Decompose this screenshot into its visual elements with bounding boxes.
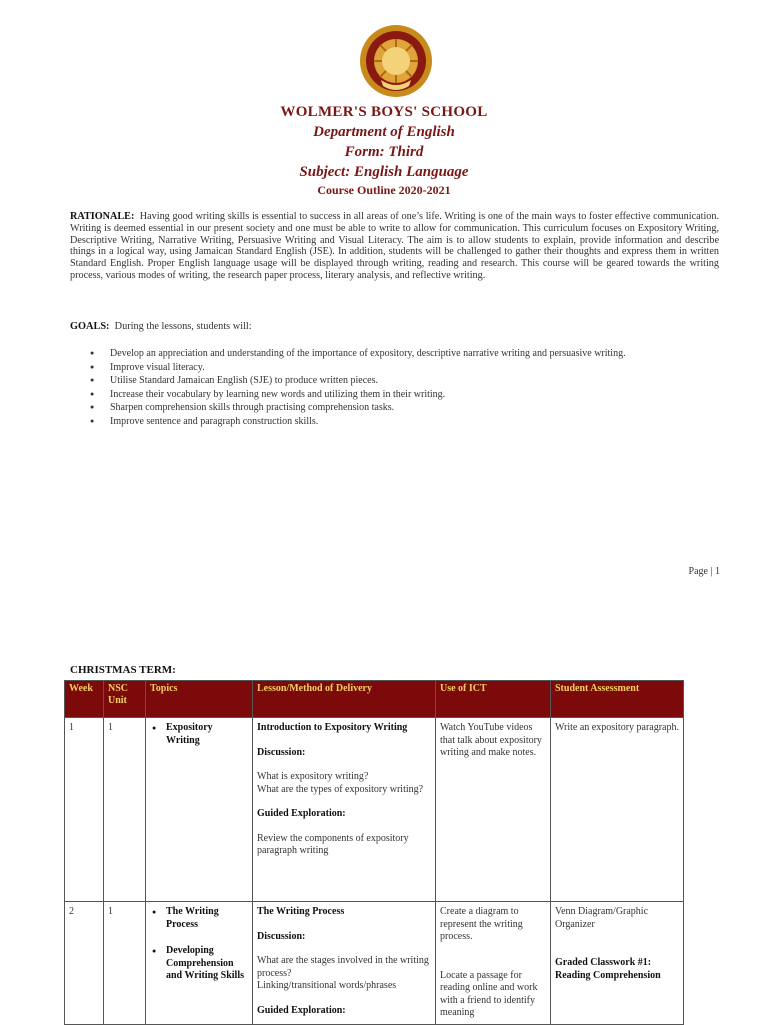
header-week: Week	[65, 681, 104, 718]
cell-lesson	[253, 718, 436, 902]
ict-text: Locate a passage for reading online and work with a friend to identify meaning	[440, 969, 538, 1018]
table-row	[65, 902, 684, 1025]
guided-label: Guided Exploration:	[257, 1004, 346, 1016]
school-name: WOLMER'S BOYS' SCHOOL	[280, 104, 488, 120]
term-title: CHRISTMAS TERM:	[70, 664, 176, 676]
topic-item: ● Developing Comprehension and Writing Skills	[150, 945, 248, 983]
cell-week: 1	[65, 718, 104, 902]
goals-list	[90, 347, 730, 429]
goal-item: ● Sharpen comprehension skills through practising comprehension tasks.	[90, 401, 730, 415]
lesson-title: Introduction to Expository Writing	[257, 722, 408, 733]
guided-label: Guided Exploration:	[257, 808, 346, 819]
header-nsc-unit: NSC Unit	[104, 681, 146, 718]
goal-item: ● Utilise Standard Jamaican English (SJE) to produce written pieces.	[90, 374, 730, 388]
header-assessment: Student Assessment	[551, 681, 684, 718]
cell-assessment: Write an expository paragraph.	[551, 718, 684, 902]
cell-topics	[146, 902, 253, 1025]
cell-unit: 1	[104, 718, 146, 902]
goals-intro-text: During the lessons, students will:	[114, 321, 252, 332]
discussion-line: What is expository writing?	[257, 771, 369, 782]
table-row	[65, 718, 684, 902]
header-lesson: Lesson/Method of Delivery	[253, 681, 436, 718]
lesson-title: The Writing Process	[257, 906, 345, 917]
header-ict: Use of ICT	[436, 681, 551, 718]
graded-classwork-label: Graded Classwork #1: Reading Comprehension	[555, 957, 661, 981]
goal-item: ● Improve visual literacy.	[90, 361, 730, 375]
cell-unit: 1	[104, 902, 146, 1025]
subject-title: Subject: English Language	[299, 164, 469, 180]
discussion-line: What are the stages involved in the writing process?	[257, 955, 429, 979]
discussion-label: Discussion:	[257, 746, 306, 758]
goal-item: ● Develop an appreciation and understanding of the importance of expository, descriptive narrative writing and persuasive writing.	[90, 347, 730, 361]
guided-text: Review the components of expository paragraph writing	[257, 832, 409, 856]
table-header-row	[65, 681, 684, 718]
department-title: Department of English	[313, 124, 455, 140]
goal-item: ● Increase their vocabulary by learning new words and utilizing them in their writing.	[90, 388, 730, 402]
rationale-paragraph	[70, 211, 719, 282]
goals-label: GOALS:	[70, 321, 110, 332]
goals-intro	[70, 321, 252, 332]
discussion-label: Discussion:	[257, 930, 306, 942]
rationale-text: Having good writing skills is essential to success in all areas of one’s life. Writing is one of the main ways to foster effective communication. Writing is deemed essential in our present society and one must be able to write to allow for communication. This curriculum focuses on Expository Writing, Descriptive Writing, Narrative Writing, Persuasive Writing and Visual Literacy. The aim is to allow students to explain, provide information and describe things in a logical way, using Jamaican Standard English (JSE). In addition, students will be challenged to gather their thoughts and express them in written Standard English. Proper English language usage will be displayed through writing, reading and research. This course will be geared towards the writing process, various modes of writing, the research paper process, literary analysis, and reflective writing.	[70, 211, 720, 281]
school-crest-logo	[359, 24, 433, 98]
discussion-line: Linking/transitional words/phrases	[257, 980, 397, 991]
topic-item: ● The Writing Process	[150, 906, 248, 931]
assessment-text: Venn Diagram/Graphic Organizer	[555, 906, 649, 930]
discussion-line: What are the types of expository writing?	[257, 783, 424, 795]
course-table	[64, 680, 684, 1025]
cell-ict	[436, 902, 551, 1025]
cell-week: 2	[65, 902, 104, 1025]
topic-item: ● Expository Writing	[150, 722, 248, 747]
course-outline-title: Course Outline 2020-2021	[317, 183, 451, 197]
cell-lesson	[253, 902, 436, 1025]
cell-assessment	[551, 902, 684, 1025]
cell-topics	[146, 718, 253, 902]
form-title: Form: Third	[344, 144, 424, 160]
ict-text: Create a diagram to represent the writing process.	[440, 906, 523, 942]
rationale-label: RATIONALE:	[70, 211, 135, 222]
page-number: Page | 1	[688, 566, 720, 577]
cell-ict: Watch YouTube videos that talk about expository writing and make notes.	[436, 718, 551, 902]
header-topics: Topics	[146, 681, 253, 718]
goal-item: ● Improve sentence and paragraph construction skills.	[90, 415, 730, 429]
